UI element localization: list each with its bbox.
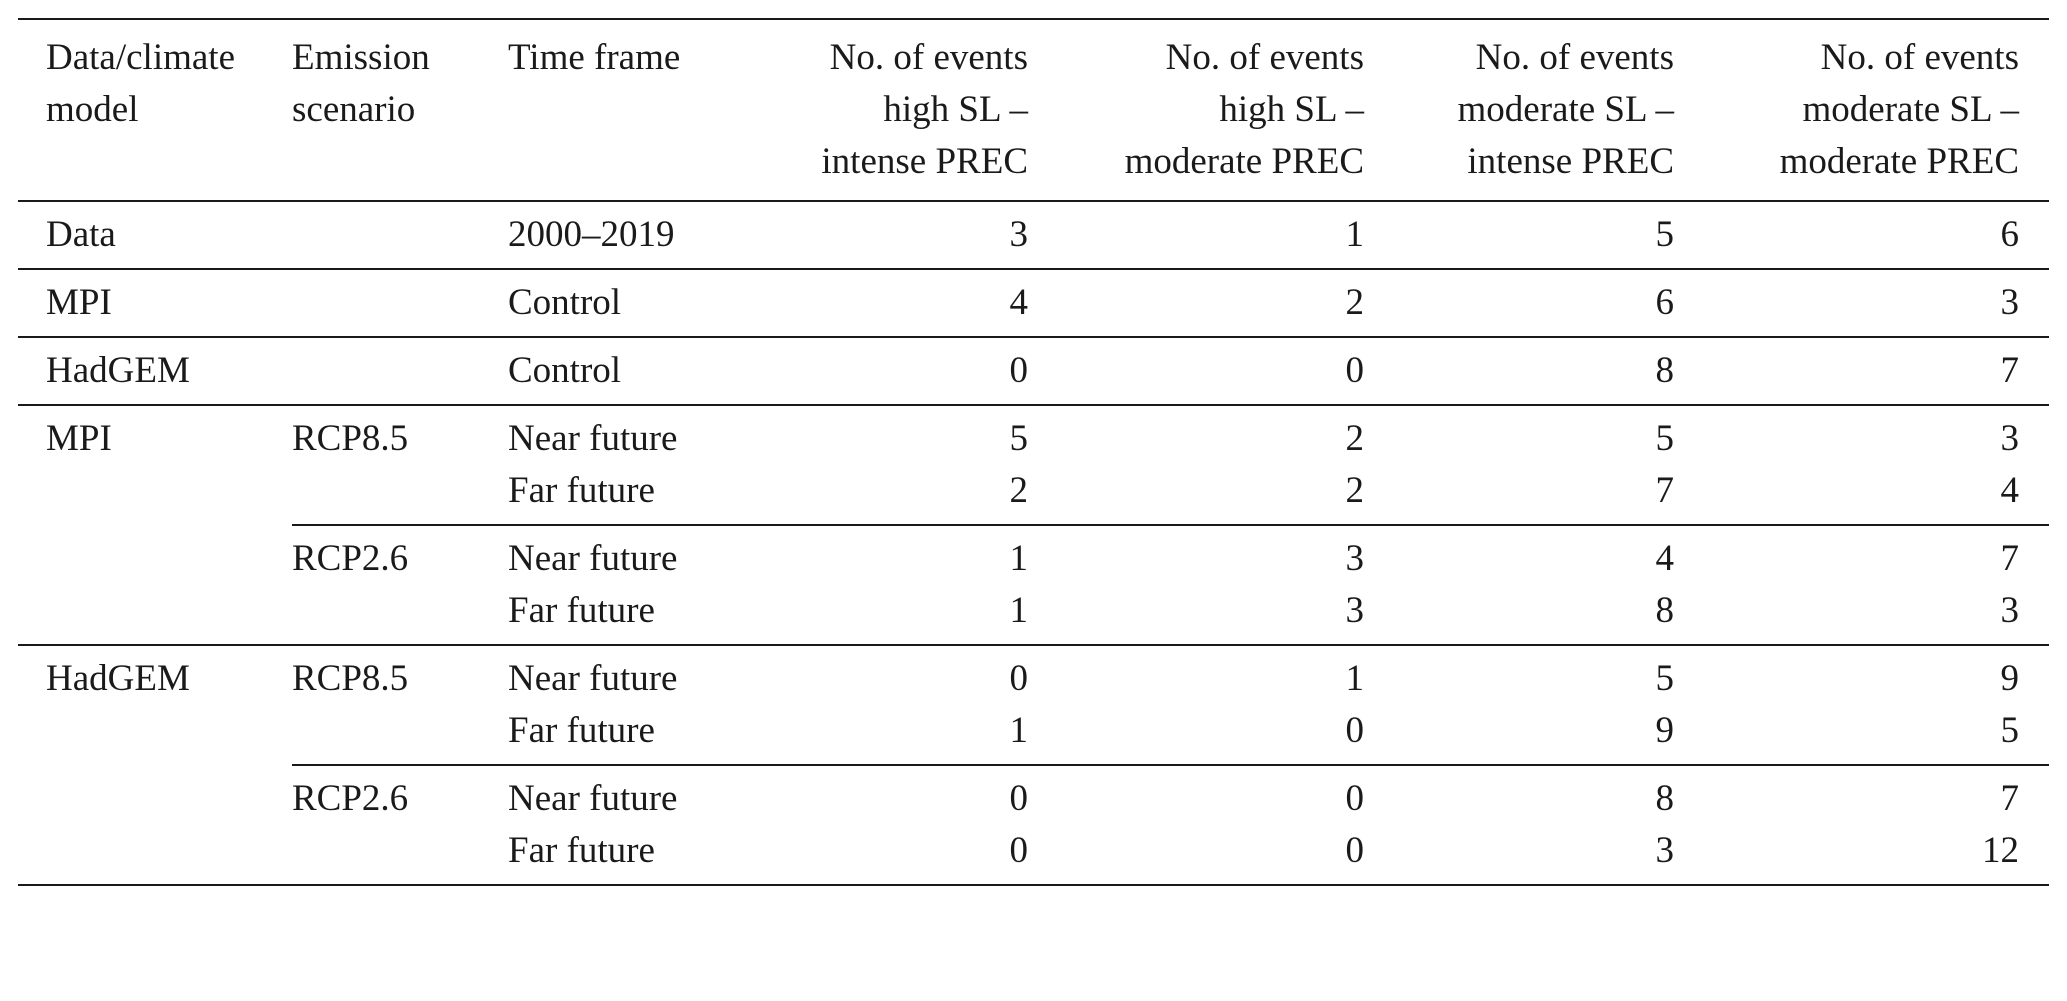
cell-value: 0 — [1009, 350, 1028, 391]
cell-value: 2 — [756, 465, 1058, 525]
cell-time-frame: Far future — [508, 590, 655, 631]
cell-value: 1 — [1009, 538, 1028, 579]
header-time-frame: Time frame — [508, 37, 681, 78]
cell-model — [18, 765, 292, 825]
header-model: Data/climate model — [46, 37, 236, 130]
cell-value: 5 — [1009, 418, 1028, 459]
cell-time-frame: 2000–2019 — [508, 214, 675, 255]
cell-model — [18, 705, 292, 765]
cell-value: 3 — [2000, 418, 2019, 459]
cell-value: 7 — [2000, 538, 2019, 579]
cell-value: 5 — [1704, 705, 2049, 765]
events-table — [18, 18, 2049, 886]
cell-scenario — [292, 269, 508, 337]
table-row — [18, 405, 2049, 465]
table-row — [18, 337, 2049, 405]
cell-scenario: RCP8.5 — [292, 658, 409, 699]
cell-time-frame: Control — [508, 350, 622, 391]
cell-model: HadGEM — [46, 350, 190, 391]
events-table-container — [18, 18, 2049, 886]
cell-scenario — [292, 705, 508, 765]
cell-scenario — [292, 465, 508, 525]
table-row — [18, 645, 2049, 705]
cell-value: 0 — [1058, 705, 1394, 765]
cell-value: 7 — [2000, 350, 2019, 391]
cell-value: 4 — [1704, 465, 2049, 525]
cell-scenario: RCP2.6 — [292, 538, 409, 579]
header-moderate-sl-intense-prec: No. of events moderate SL – intense PREC — [1457, 37, 1674, 182]
cell-value: 6 — [1655, 282, 1674, 323]
cell-value: 1 — [1009, 590, 1028, 631]
table-row — [18, 465, 2049, 525]
cell-model — [18, 525, 292, 585]
cell-value: 4 — [1655, 538, 1674, 579]
cell-value: 3 — [2000, 282, 2019, 323]
cell-model — [18, 585, 292, 645]
cell-value: 9 — [1394, 705, 1704, 765]
cell-time-frame: Near future — [508, 418, 678, 459]
cell-scenario: RCP2.6 — [292, 778, 409, 819]
cell-time-frame: Far future — [508, 830, 655, 871]
header-high-sl-moderate-prec: No. of events high SL – moderate PREC — [1124, 37, 1364, 182]
table-row — [18, 201, 2049, 269]
table-row — [18, 765, 2049, 825]
cell-value: 1 — [756, 705, 1058, 765]
header-scenario: Emission scenario — [292, 37, 430, 130]
cell-model: MPI — [46, 282, 112, 323]
cell-value: 5 — [1655, 658, 1674, 699]
cell-value: 5 — [1655, 214, 1674, 255]
cell-time-frame: Control — [508, 282, 622, 323]
cell-model: HadGEM — [46, 658, 190, 699]
cell-model — [18, 825, 292, 885]
cell-value: 0 — [1009, 830, 1028, 871]
table-row — [18, 525, 2049, 585]
cell-value: 7 — [2000, 778, 2019, 819]
table-row — [18, 825, 2049, 885]
cell-value: 3 — [1345, 538, 1364, 579]
cell-value: 3 — [1655, 830, 1674, 871]
cell-value: 0 — [1009, 778, 1028, 819]
cell-value: 3 — [1345, 590, 1364, 631]
header-row — [18, 19, 2049, 201]
header-moderate-sl-moderate-prec: No. of events moderate SL – moderate PREC — [1779, 37, 2019, 182]
cell-value: 6 — [2000, 214, 2019, 255]
cell-time-frame: Far future — [508, 465, 756, 525]
cell-value: 7 — [1394, 465, 1704, 525]
cell-scenario — [292, 585, 508, 645]
cell-value: 2 — [1058, 465, 1394, 525]
table-row — [18, 705, 2049, 765]
table-row — [18, 269, 2049, 337]
cell-value: 0 — [1345, 350, 1364, 391]
cell-value: 3 — [2000, 590, 2019, 631]
cell-value: 5 — [1655, 418, 1674, 459]
cell-time-frame: Near future — [508, 538, 678, 579]
cell-time-frame: Near future — [508, 658, 678, 699]
cell-value: 2 — [1345, 282, 1364, 323]
cell-model: MPI — [46, 418, 112, 459]
cell-time-frame: Near future — [508, 778, 678, 819]
cell-value: 9 — [2000, 658, 2019, 699]
cell-value: 2 — [1345, 418, 1364, 459]
table-row — [18, 585, 2049, 645]
cell-value: 4 — [1009, 282, 1028, 323]
cell-model — [18, 465, 292, 525]
cell-value: 1 — [1345, 658, 1364, 699]
cell-value: 1 — [1345, 214, 1364, 255]
cell-scenario — [292, 201, 508, 269]
cell-value: 0 — [1345, 830, 1364, 871]
cell-scenario — [292, 825, 508, 885]
cell-value: 8 — [1655, 350, 1674, 391]
cell-value: 0 — [1009, 658, 1028, 699]
cell-value: 12 — [1982, 830, 2019, 871]
cell-value: 8 — [1655, 778, 1674, 819]
cell-value: 3 — [1009, 214, 1028, 255]
cell-scenario — [292, 337, 508, 405]
cell-value: 0 — [1345, 778, 1364, 819]
header-high-sl-intense-prec: No. of events high SL – intense PREC — [821, 37, 1028, 182]
cell-model: Data — [46, 214, 116, 255]
cell-time-frame: Far future — [508, 705, 756, 765]
cell-value: 8 — [1655, 590, 1674, 631]
cell-scenario: RCP8.5 — [292, 418, 409, 459]
